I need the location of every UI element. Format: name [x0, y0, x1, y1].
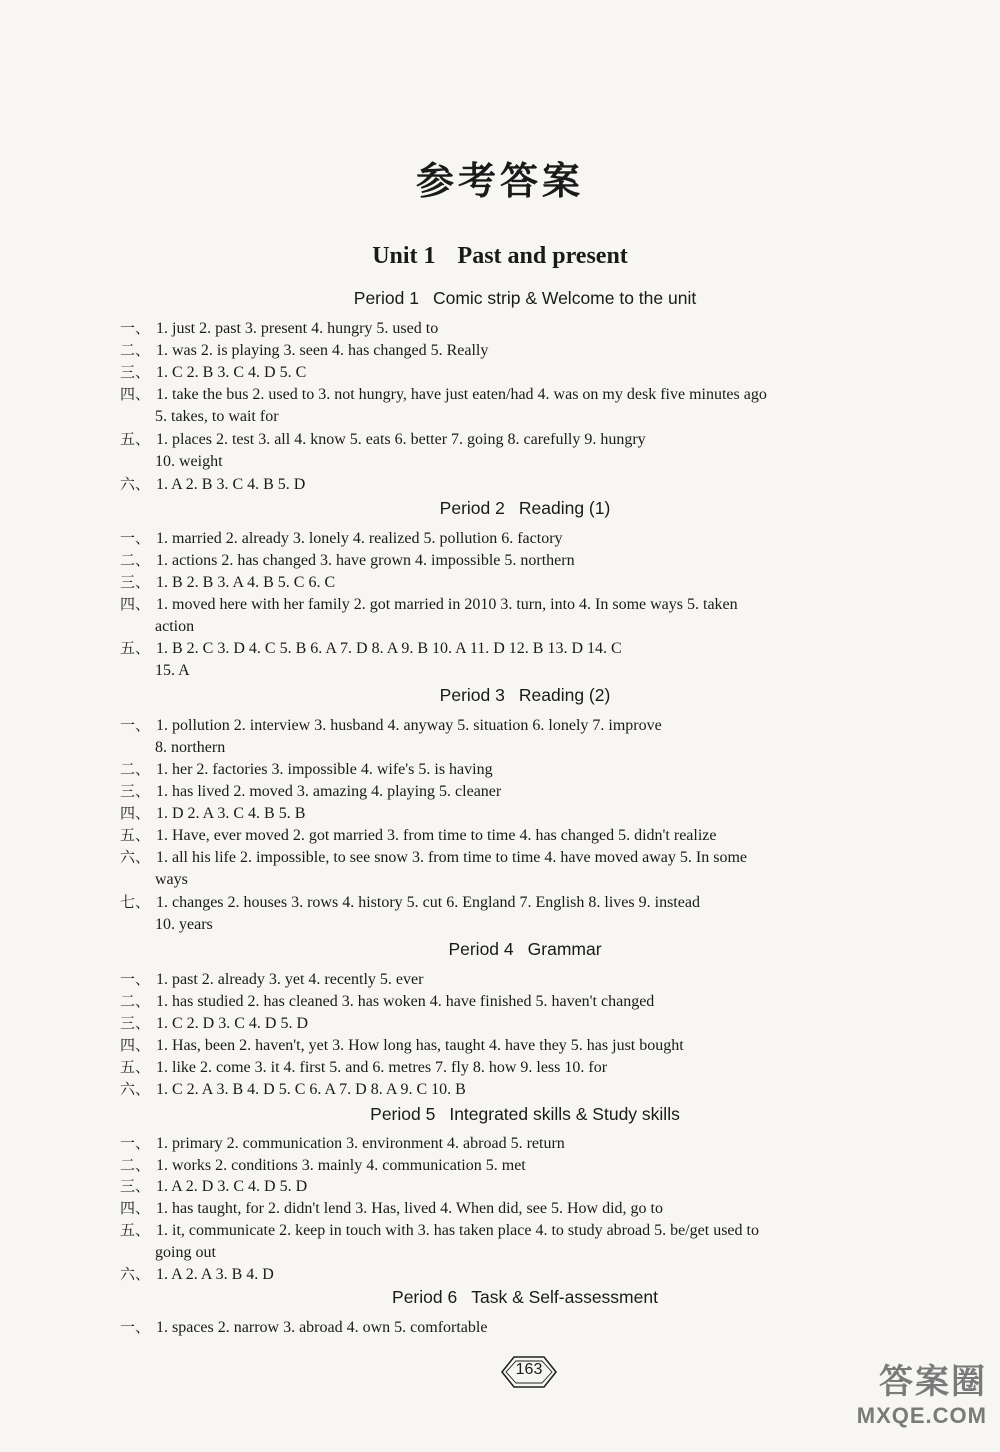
section-mark: 五、 [120, 430, 151, 448]
answer-text: 1. moved here with her family 2. got married in 2010 3. turn, into 4. In some ways 5. taken [156, 596, 738, 613]
section-mark: 一、 [120, 1134, 151, 1152]
answer-row [120, 802, 940, 825]
answer-row [120, 1056, 940, 1079]
period-6-heading [0, 1287, 1000, 1308]
section-mark: 二、 [120, 760, 151, 778]
answer-text: 1. was 2. is playing 3. seen 4. has changed 5. Really [156, 342, 489, 359]
period-1-heading [0, 288, 1000, 309]
answer-row [120, 990, 940, 1013]
answer-row [120, 571, 940, 594]
answer-row [120, 593, 940, 638]
answer-row [120, 339, 940, 362]
period-name: Period 1 [353, 288, 419, 308]
answer-row [120, 846, 940, 891]
period-name: Period 5 [370, 1104, 436, 1124]
answer-row [120, 1197, 940, 1220]
answer-continuation: 8. northern [155, 739, 226, 756]
answer-continuation: action [155, 618, 195, 635]
answer-text: 1. A 2. A 3. B 4. D [156, 1266, 274, 1283]
section-mark: 四、 [120, 385, 151, 403]
answer-row [120, 549, 940, 572]
period-title: Reading (2) [518, 685, 611, 705]
answer-text: 1. pollution 2. interview 3. husband 4. anyway 5. situation 6. lonely 7. improve [156, 717, 662, 734]
answer-row [120, 1219, 940, 1264]
period-3-heading [0, 685, 1000, 706]
answer-continuation: 5. takes, to wait for [155, 408, 279, 425]
page-number-text: 163 [515, 1361, 543, 1378]
section-mark: 四、 [120, 1199, 151, 1217]
period-title: Grammar [527, 939, 602, 959]
period-5-heading [0, 1104, 1000, 1125]
answer-row [120, 780, 940, 803]
answer-text: 1. spaces 2. narrow 3. abroad 4. own 5. comfortable [156, 1319, 488, 1336]
answer-continuation: ways [155, 871, 188, 888]
watermark-line-2: MXQE.COM [856, 1403, 987, 1428]
period-title: Integrated skills & Study skills [449, 1104, 680, 1124]
answer-text: 1. it, communicate 2. keep in touch with 3. has taken place 4. to study abroad 5. be/get used to [156, 1222, 759, 1239]
answer-row [120, 1175, 940, 1198]
answer-text: 1. has lived 2. moved 3. amazing 4. playing 5. cleaner [156, 783, 502, 800]
period-name: Period 3 [439, 685, 505, 705]
section-mark: 四、 [120, 595, 151, 613]
section-mark: 一、 [120, 716, 151, 734]
answer-text: 1. A 2. D 3. C 4. D 5. D [156, 1178, 308, 1195]
answer-text: 1. C 2. B 3. C 4. D 5. C [156, 364, 307, 381]
answer-row [120, 1154, 940, 1177]
answer-text: 1. C 2. D 3. C 4. D 5. D [156, 1015, 309, 1032]
section-mark: 六、 [120, 1080, 151, 1098]
unit-title [0, 243, 1000, 270]
answer-row [120, 824, 940, 847]
period-title: Reading (1) [518, 498, 611, 518]
section-mark: 六、 [120, 848, 151, 866]
answer-row [120, 758, 940, 781]
section-mark: 一、 [120, 1318, 151, 1336]
section-mark: 七、 [120, 893, 151, 911]
unit-subtitle: Past and present [457, 243, 628, 269]
page-title: 参考答案 [415, 158, 584, 203]
answer-text: 1. married 2. already 3. lonely 4. realized 5. pollution 6. factory [156, 530, 563, 547]
section-mark: 六、 [120, 1265, 151, 1283]
answer-row [120, 1078, 940, 1101]
section-mark: 三、 [120, 1177, 151, 1195]
section-mark: 三、 [120, 573, 151, 591]
answer-continuation: 10. weight [155, 453, 223, 470]
answer-text: 1. B 2. C 3. D 4. C 5. B 6. A 7. D 8. A 9. B 10. A 11. D 12. B 13. D 14. C [156, 640, 622, 657]
period-name: Period 2 [439, 498, 505, 518]
answer-text: 1. like 2. come 3. it 4. first 5. and 6. metres 7. fly 8. how 9. less 10. for [156, 1059, 608, 1076]
answer-text: 1. C 2. A 3. B 4. D 5. C 6. A 7. D 8. A 9. C 10. B [156, 1081, 466, 1098]
answer-text: 1. actions 2. has changed 3. have grown 4. impossible 5. northern [156, 552, 575, 569]
section-mark: 五、 [120, 1221, 151, 1239]
section-mark: 六、 [120, 475, 151, 493]
answer-text: 1. D 2. A 3. C 4. B 5. B [156, 805, 306, 822]
answer-text: 1. Has, been 2. haven't, yet 3. How long has, taught 4. have they 5. has just bought [156, 1037, 684, 1054]
answer-continuation: going out [155, 1244, 216, 1261]
answer-continuation: 15. A [155, 662, 190, 679]
answer-text: 1. works 2. conditions 3. mainly 4. communication 5. met [156, 1157, 526, 1174]
section-mark: 五、 [120, 639, 151, 657]
answer-text: 1. Have, ever moved 2. got married 3. from time to time 4. has changed 5. didn't realize [156, 827, 717, 844]
section-mark: 二、 [120, 1156, 151, 1174]
answer-text: 1. B 2. B 3. A 4. B 5. C 6. C [156, 574, 336, 591]
answer-row [120, 473, 940, 496]
answer-text: 1. her 2. factories 3. impossible 4. wife's 5. is having [156, 761, 493, 778]
section-mark: 三、 [120, 363, 151, 381]
section-mark: 四、 [120, 1036, 151, 1054]
section-mark: 五、 [120, 1058, 151, 1076]
answer-text: 1. places 2. test 3. all 4. know 5. eats 6. better 7. going 8. carefully 9. hungry [156, 431, 646, 448]
answer-row [120, 383, 940, 428]
section-mark: 三、 [120, 782, 151, 800]
answer-row [120, 317, 940, 340]
period-name: Period 6 [392, 1287, 458, 1307]
answer-row [120, 1034, 940, 1057]
section-mark: 一、 [120, 970, 151, 988]
answer-row [120, 968, 940, 991]
section-mark: 一、 [120, 319, 151, 337]
answer-text: 1. has studied 2. has cleaned 3. has woken 4. have finished 5. haven't changed [156, 993, 655, 1010]
answer-text: 1. all his life 2. impossible, to see snow 3. from time to time 4. have moved away 5. In some [156, 849, 748, 866]
answer-text: 1. past 2. already 3. yet 4. recently 5. ever [156, 971, 424, 988]
section-mark: 二、 [120, 551, 151, 569]
answer-row [120, 891, 940, 936]
answer-text: 1. changes 2. houses 3. rows 4. history 5. cut 6. England 7. English 8. lives 9. instead [156, 894, 700, 911]
answer-row [120, 1316, 940, 1339]
answer-text: 1. take the bus 2. used to 3. not hungry, have just eaten/had 4. was on my desk five minutes ago [156, 386, 767, 403]
section-mark: 五、 [120, 826, 151, 844]
answer-text: 1. A 2. B 3. C 4. B 5. D [156, 476, 306, 493]
period-2-heading [0, 498, 1000, 519]
answer-row [120, 428, 940, 473]
period-4-heading [0, 939, 1000, 960]
answer-row [120, 1263, 940, 1286]
answer-row [120, 1012, 940, 1035]
section-mark: 四、 [120, 804, 151, 822]
page-number [500, 1352, 558, 1392]
watermark-logo [822, 1354, 987, 1434]
unit-name: Unit 1 [372, 243, 436, 269]
answer-row [120, 527, 940, 550]
answer-text: 1. primary 2. communication 3. environment 4. abroad 5. return [156, 1135, 565, 1152]
section-mark: 二、 [120, 341, 151, 359]
answer-continuation: 10. years [155, 916, 213, 933]
period-title: Task & Self-assessment [471, 1287, 658, 1307]
answer-row [120, 637, 940, 682]
answer-row [120, 714, 940, 759]
answer-row [120, 1132, 940, 1155]
section-mark: 二、 [120, 992, 151, 1010]
watermark-line-1: 答案圈 [879, 1362, 987, 1402]
period-title: Comic strip & Welcome to the unit [432, 288, 697, 308]
period-name: Period 4 [448, 939, 514, 959]
section-mark: 一、 [120, 529, 151, 547]
answer-text: 1. has taught, for 2. didn't lend 3. Has, lived 4. When did, see 5. How did, go to [156, 1200, 663, 1217]
answer-row [120, 361, 940, 384]
answer-text: 1. just 2. past 3. present 4. hungry 5. used to [156, 320, 439, 337]
section-mark: 三、 [120, 1014, 151, 1032]
